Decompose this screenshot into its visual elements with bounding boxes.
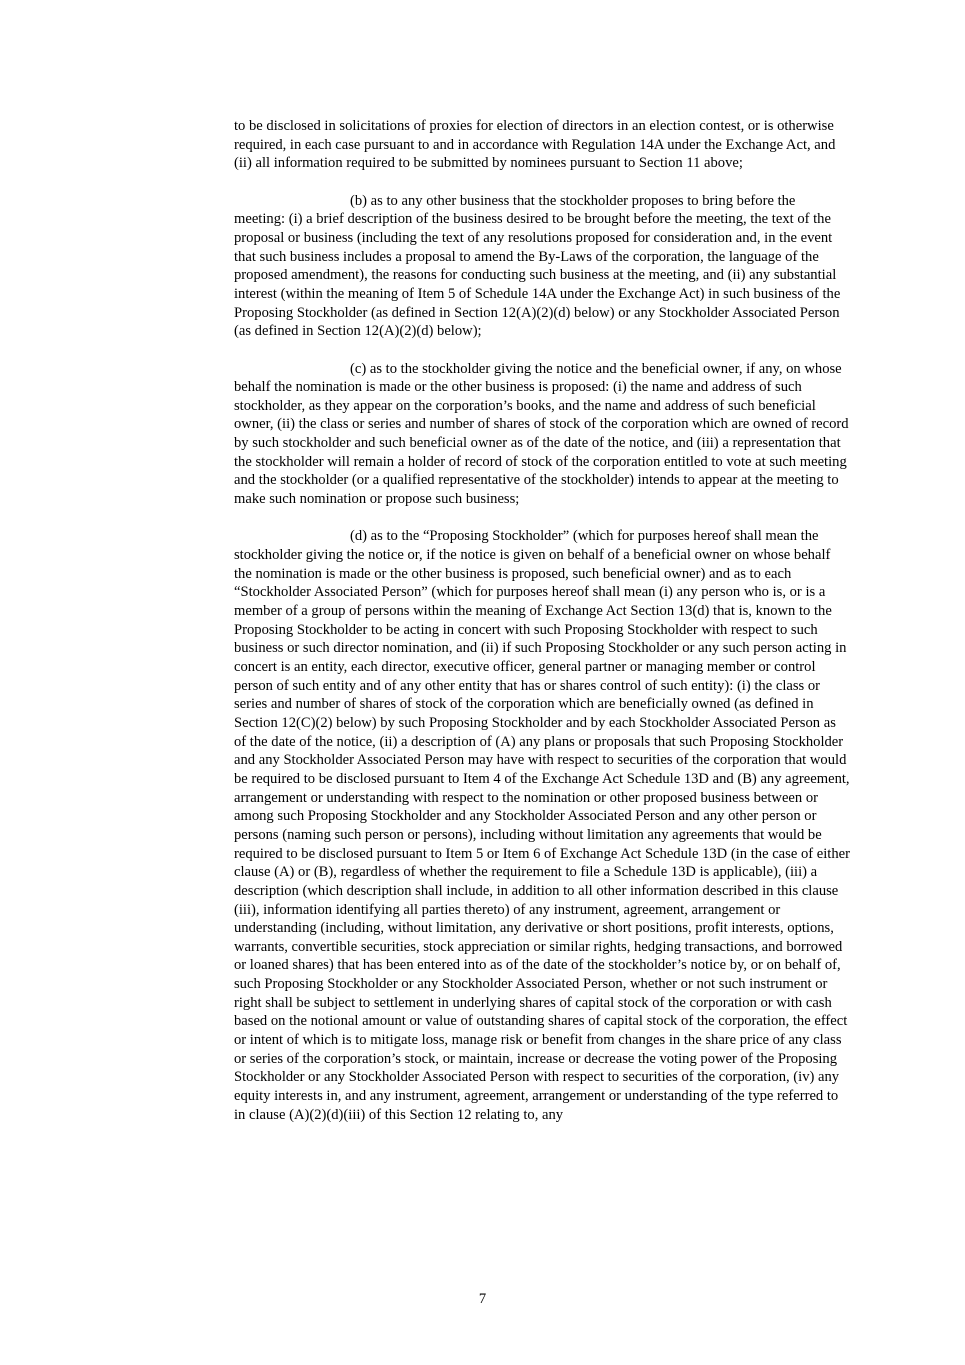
paragraph-clause-b: (b) as to any other business that the stockholder proposes to bring before the meeting: (i) a brief description of the business desired to be brought before the meeting, the text of the proposal or business (including the text of any resolutions proposed for consideration and, in the event that such business includes a proposal to amend the By-Laws of the corporation, the language of the proposed amendment), the reasons for conducting such business at the meeting, and (ii) any substantial interest (within the meaning of Item 5 of Schedule 14A under the Exchange Act) in such business of the Proposing Stockholder (as defined in Section 12(A)(2)(d) below) or any Stockholder Associated Person (as defined in Section 12(A)(2)(d) below); [234, 192, 841, 340]
paragraph-clause-c: (c) as to the stockholder giving the notice and the beneficial owner, if any, on whose behalf the nomination is made or the other business is proposed: (i) the name and address of such stockholder, as they appear on the corporation’s books, and the name and address of such beneficial owner, (ii) the class or series and number of shares of stock of the corporation which are owned of record by such stockholder and such beneficial owner as of the date of the notice, and (iii) a representation that the stockholder will remain a holder of record of stock of the corporation entitled to vote at such meeting and the stockholder (or a qualified representative of the stockholder) intends to appear at the meeting to make such nomination or propose such business; [234, 360, 849, 508]
document-body [234, 117, 850, 1124]
page-number: 7 [478, 1291, 487, 1307]
paragraph-continuation: to be disclosed in solicitations of proxies for election of directors in an election contest, or is otherwise required, in each case pursuant to and in accordance with Regulation 14A under the Exchange Act, and (ii) all information required to be submitted by nominees pursuant to Section 11 above; [234, 118, 836, 172]
paragraph-clause-d: (d) as to the “Proposing Stockholder” (which for purposes hereof shall mean the stockholder giving the notice or, if the notice is given on behalf of a beneficial owner on whose behalf the nomination is made or the other business is proposed, such beneficial owner) and as to each “Stockholder Associated Person” (which for purposes hereof shall mean (i) any person who is, or is a member of a group of persons within the meaning of Exchange Act Section 13(d) that is, known to the Proposing Stockholder to be acting in concert with such Proposing Stockholder with respect to such business or such director nomination, and (ii) if such Proposing Stockholder or any such person acting in concert is an entity, each director, executive officer, general partner or managing member or control person of such entity and of any other entity that has or shares control of such entity): (i) the class or series and number of shares of stock of the corporation which are beneficially owned (as defined in Section 12(C)(2) below) by such Proposing Stockholder and by each Stockholder Associated Person as of the date of the notice, (ii) a description of (A) any plans or proposals that such Proposing Stockholder and any Stockholder Associated Person may have with respect to securities of the corporation that would be required to be disclosed pursuant to Item 4 of the Exchange Act Schedule 13D and (B) any agreement, arrangement or understanding with respect to the nomination or other proposed business between or among such Proposing Stockholder and any Stockholder Associated Person and any other person or persons (naming such person or persons), including without limitation any agreements that would be required to be disclosed pursuant to Item 5 or Item 6 of Exchange Act Schedule 13D (in the case of either clause (A) or (B), regardless of whether the requirement to file a Schedule 13D is applicable), (iii) a description (which description shall include, in addition to all other information described in this clause (iii), information identifying all parties thereto) of any instrument, agreement, arrangement or understanding (including, without limitation, any derivative or short positions, profit interests, options, warrants, convertible securities, stock appreciation or similar rights, hedging transactions, and borrowed or loaned shares) that has been entered into as of the date of the stockholder’s notice by, or on behalf of, such Proposing Stockholder or any Stockholder Associated Person, whether or not such instrument or right shall be subject to settlement in underlying shares of capital stock of the corporation or with cash based on the notional amount or value of outstanding shares of capital stock of the corporation, the effect or intent of which is to mitigate loss, manage risk or benefit from changes in the share price of any class or series of the corporation’s stock, or maintain, increase or decrease the voting power of the Proposing Stockholder or any Stockholder Associated Person with respect to securities of the corporation, (iv) any equity interests in, and any instrument, agreement, arrangement or understanding of the type referred to in clause (A)(2)(d)(iii) of this Section 12 relating to, any [234, 528, 850, 1123]
